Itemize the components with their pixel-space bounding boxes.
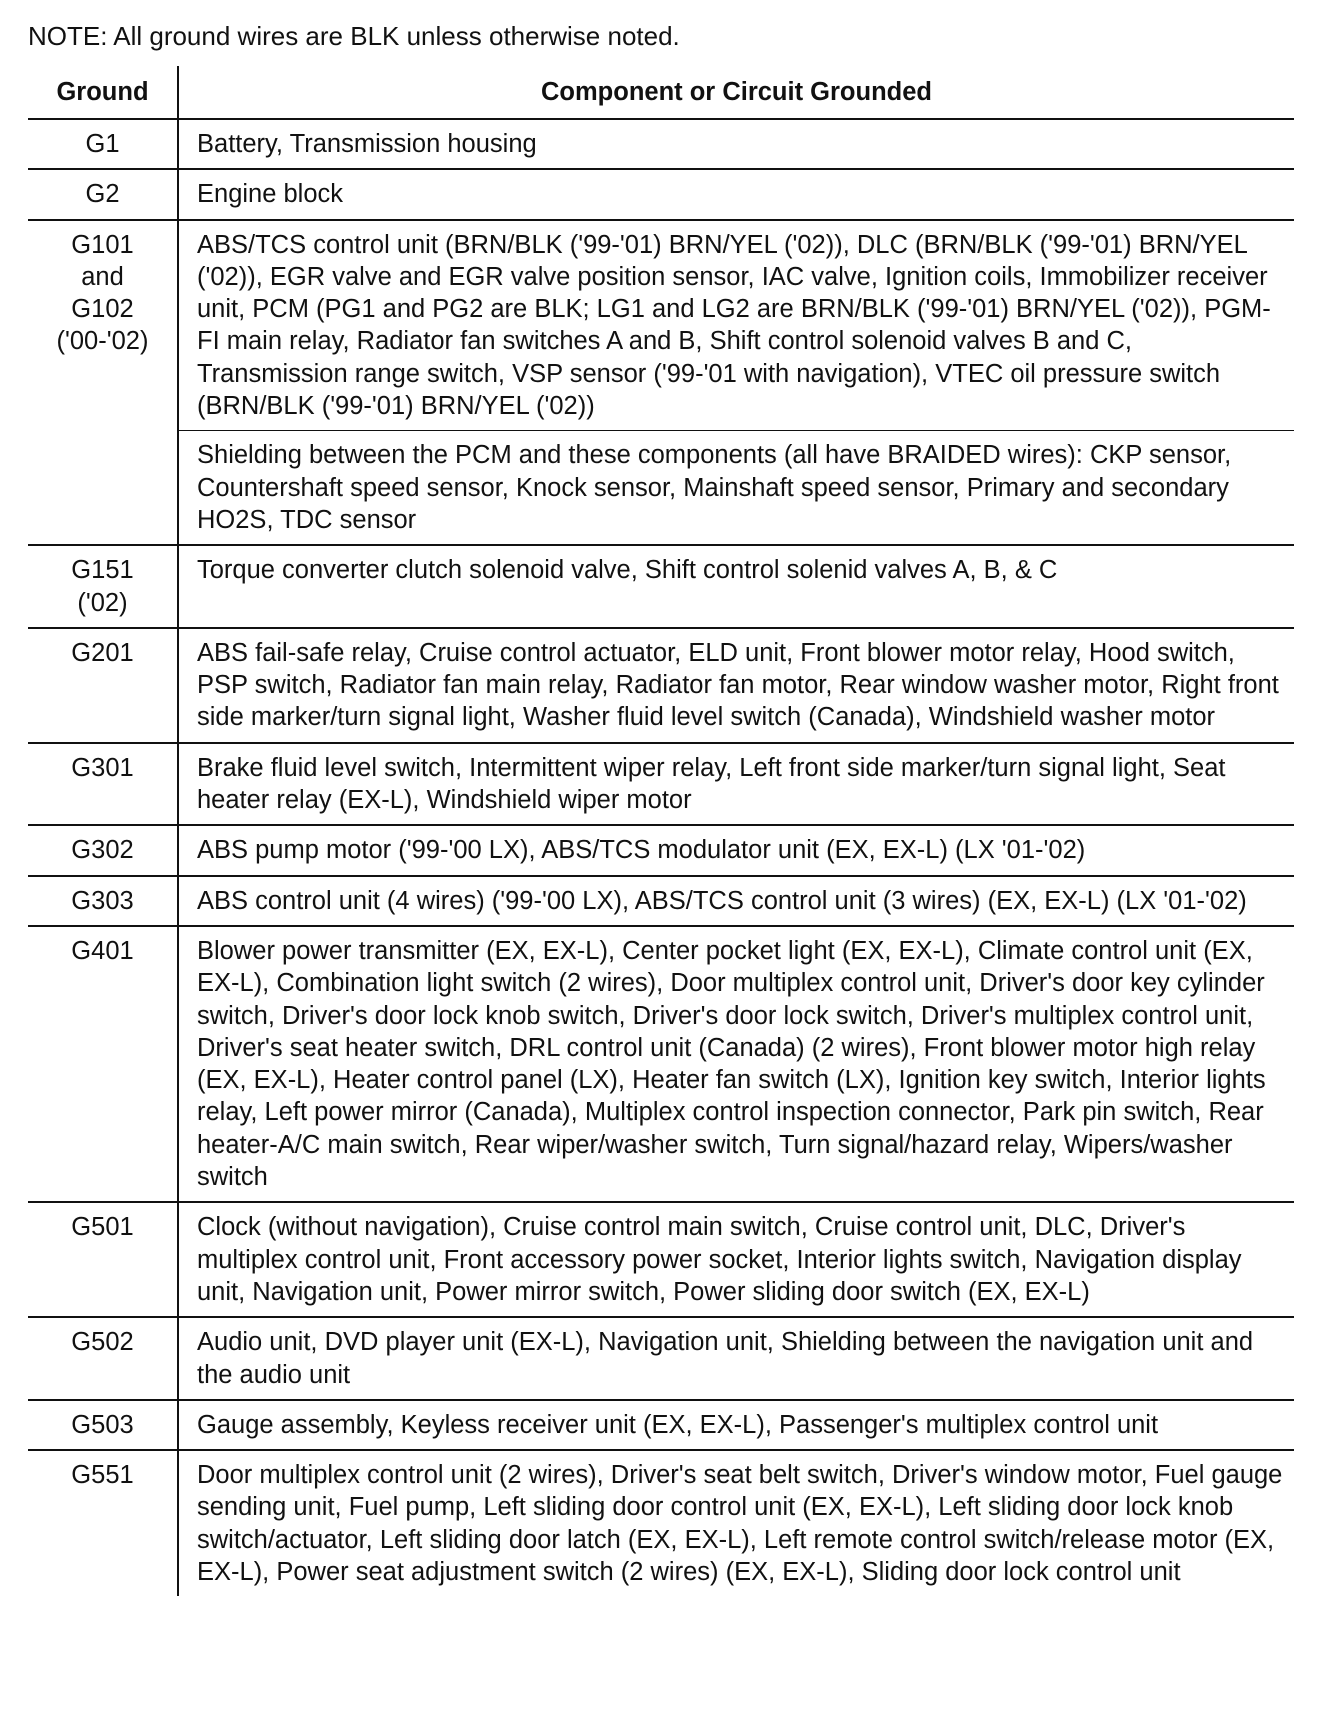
table-row <box>28 119 1294 169</box>
ground-id-line: G503 <box>71 1410 134 1439</box>
ground-id-cell <box>28 1202 178 1317</box>
ground-id-cell <box>28 743 178 826</box>
ground-id-line: G301 <box>71 753 134 782</box>
ground-id-cell <box>28 545 178 628</box>
table-header-row <box>28 66 1294 119</box>
component-cell: Clock (without navigation), Cruise control main switch, Cruise control unit, DLC, Driver's multiplex control unit, Front accessory power socket, Interior lights switch, Navigation display unit, Navigation unit, Power mirror switch, Power sliding door switch (EX, EX-L) <box>178 1202 1294 1317</box>
ground-id-line: G2 <box>85 180 120 209</box>
table-row <box>28 169 1294 219</box>
ground-id-line: and <box>81 262 124 291</box>
table-row <box>28 1450 1294 1596</box>
note-text: NOTE: All ground wires are BLK unless otherwise noted. <box>28 21 680 51</box>
ground-id-line: G501 <box>71 1213 134 1242</box>
ground-id-line: G102 <box>71 295 134 324</box>
ground-id-cell <box>28 628 178 743</box>
ground-table <box>28 66 1294 1596</box>
component-cell: Shielding between the PCM and these components (all have BRAIDED wires): CKP sensor, Countershaft speed sensor, Knock sensor, Mainshaft speed sensor, Primary and secondary HO2S, TDC sensor <box>178 431 1294 545</box>
table-row <box>28 743 1294 826</box>
table-row <box>28 220 1294 431</box>
ground-id-line: ('02) <box>77 588 128 617</box>
table-row <box>28 926 1294 1202</box>
ground-id-cell <box>28 169 178 219</box>
table-body <box>28 119 1294 1596</box>
component-column-header: Component or Circuit Grounded <box>178 66 1294 119</box>
table-row <box>28 825 1294 875</box>
component-cell: ABS/TCS control unit (BRN/BLK ('99-'01) BRN/YEL ('02)), DLC (BRN/BLK ('99-'01) BRN/YEL ('02)), EGR valve and EGR valve position sensor, IAC valve, Ignition coils, Immobilizer receiver unit, PCM (PG1 and PG2 are BLK; LG1 and LG2 are BRN/BLK ('99-'01) BRN/YEL ('02)), PGM-FI main relay, Radiator fan switches A and B, Shift control solenoid valves B and C, Transmission range switch, VSP sensor ('99-'01 with navigation), VTEC oil pressure switch (BRN/BLK ('99-'01) BRN/YEL ('02)) <box>178 220 1294 431</box>
ground-id-line: G502 <box>71 1328 134 1357</box>
ground-id-cell <box>28 1317 178 1400</box>
ground-id-line: G551 <box>71 1461 134 1490</box>
table-row <box>28 431 1294 545</box>
ground-column-header: Ground <box>28 66 178 119</box>
ground-id-cell <box>28 825 178 875</box>
ground-id-cell <box>28 119 178 169</box>
table-row <box>28 1400 1294 1450</box>
table-row <box>28 545 1294 628</box>
component-cell: Torque converter clutch solenoid valve, Shift control solenid valves A, B, & C <box>178 545 1294 628</box>
ground-id-line: G151 <box>71 556 134 585</box>
ground-id-cell <box>28 876 178 926</box>
table-row <box>28 876 1294 926</box>
component-cell: Blower power transmitter (EX, EX-L), Center pocket light (EX, EX-L), Climate control unit (EX, EX-L), Combination light switch (2 wires), Door multiplex control unit, Driver's door key cylinder switch, Driver's door lock knob switch, Driver's door lock switch, Driver's multiplex control unit, Driver's seat heater switch, DRL control unit (Canada) (2 wires), Front blower motor high relay (EX, EX-L), Heater control panel (LX), Heater fan switch (LX), Ignition key switch, Interior lights relay, Left power mirror (Canada), Multiplex control inspection connector, Park pin switch, Rear heater-A/C main switch, Rear wiper/washer switch, Turn signal/hazard relay, Wipers/washer switch <box>178 926 1294 1202</box>
ground-id-cell <box>28 220 178 546</box>
ground-id-line: G302 <box>71 836 134 865</box>
component-cell: ABS fail-safe relay, Cruise control actuator, ELD unit, Front blower motor relay, Hood switch, PSP switch, Radiator fan main relay, Radiator fan motor, Rear window washer motor, Right front side marker/turn signal light, Washer fluid level switch (Canada), Windshield washer motor <box>178 628 1294 743</box>
ground-id-line: G101 <box>71 230 134 259</box>
ground-id-line: G303 <box>71 886 134 915</box>
table-row <box>28 1317 1294 1400</box>
ground-id-line: G201 <box>71 638 134 667</box>
component-cell: ABS pump motor ('99-'00 LX), ABS/TCS modulator unit (EX, EX-L) (LX '01-'02) <box>178 825 1294 875</box>
component-cell: Engine block <box>178 169 1294 219</box>
component-cell: Brake fluid level switch, Intermittent wiper relay, Left front side marker/turn signal light, Seat heater relay (EX-L), Windshield wiper motor <box>178 743 1294 826</box>
table-row <box>28 628 1294 743</box>
table-row <box>28 1202 1294 1317</box>
component-cell: Door multiplex control unit (2 wires), Driver's seat belt switch, Driver's window motor, Fuel gauge sending unit, Fuel pump, Left sliding door control unit (EX, EX-L), Left sliding door lock knob switch/actuator, Left sliding door latch (EX, EX-L), Left remote control switch/release motor (EX, EX-L), Power seat adjustment switch (2 wires) (EX, EX-L), Sliding door lock control unit <box>197 1461 1283 1586</box>
ground-id-line: G1 <box>85 130 120 158</box>
ground-id-cell <box>28 1450 178 1596</box>
component-cell: Gauge assembly, Keyless receiver unit (EX, EX-L), Passenger's multiplex control unit <box>178 1400 1294 1450</box>
component-cell: ABS control unit (4 wires) ('99-'00 LX), ABS/TCS control unit (3 wires) (EX, EX-L) (LX '01-'02) <box>178 876 1294 926</box>
ground-id-cell <box>28 926 178 1202</box>
ground-id-line: ('00-'02) <box>56 327 149 356</box>
component-cell: Audio unit, DVD player unit (EX-L), Navigation unit, Shielding between the navigation unit and the audio unit <box>178 1317 1294 1400</box>
ground-id-cell <box>28 1400 178 1450</box>
component-cell: Battery, Transmission housing <box>178 119 1294 169</box>
ground-id-line: G401 <box>71 936 134 965</box>
